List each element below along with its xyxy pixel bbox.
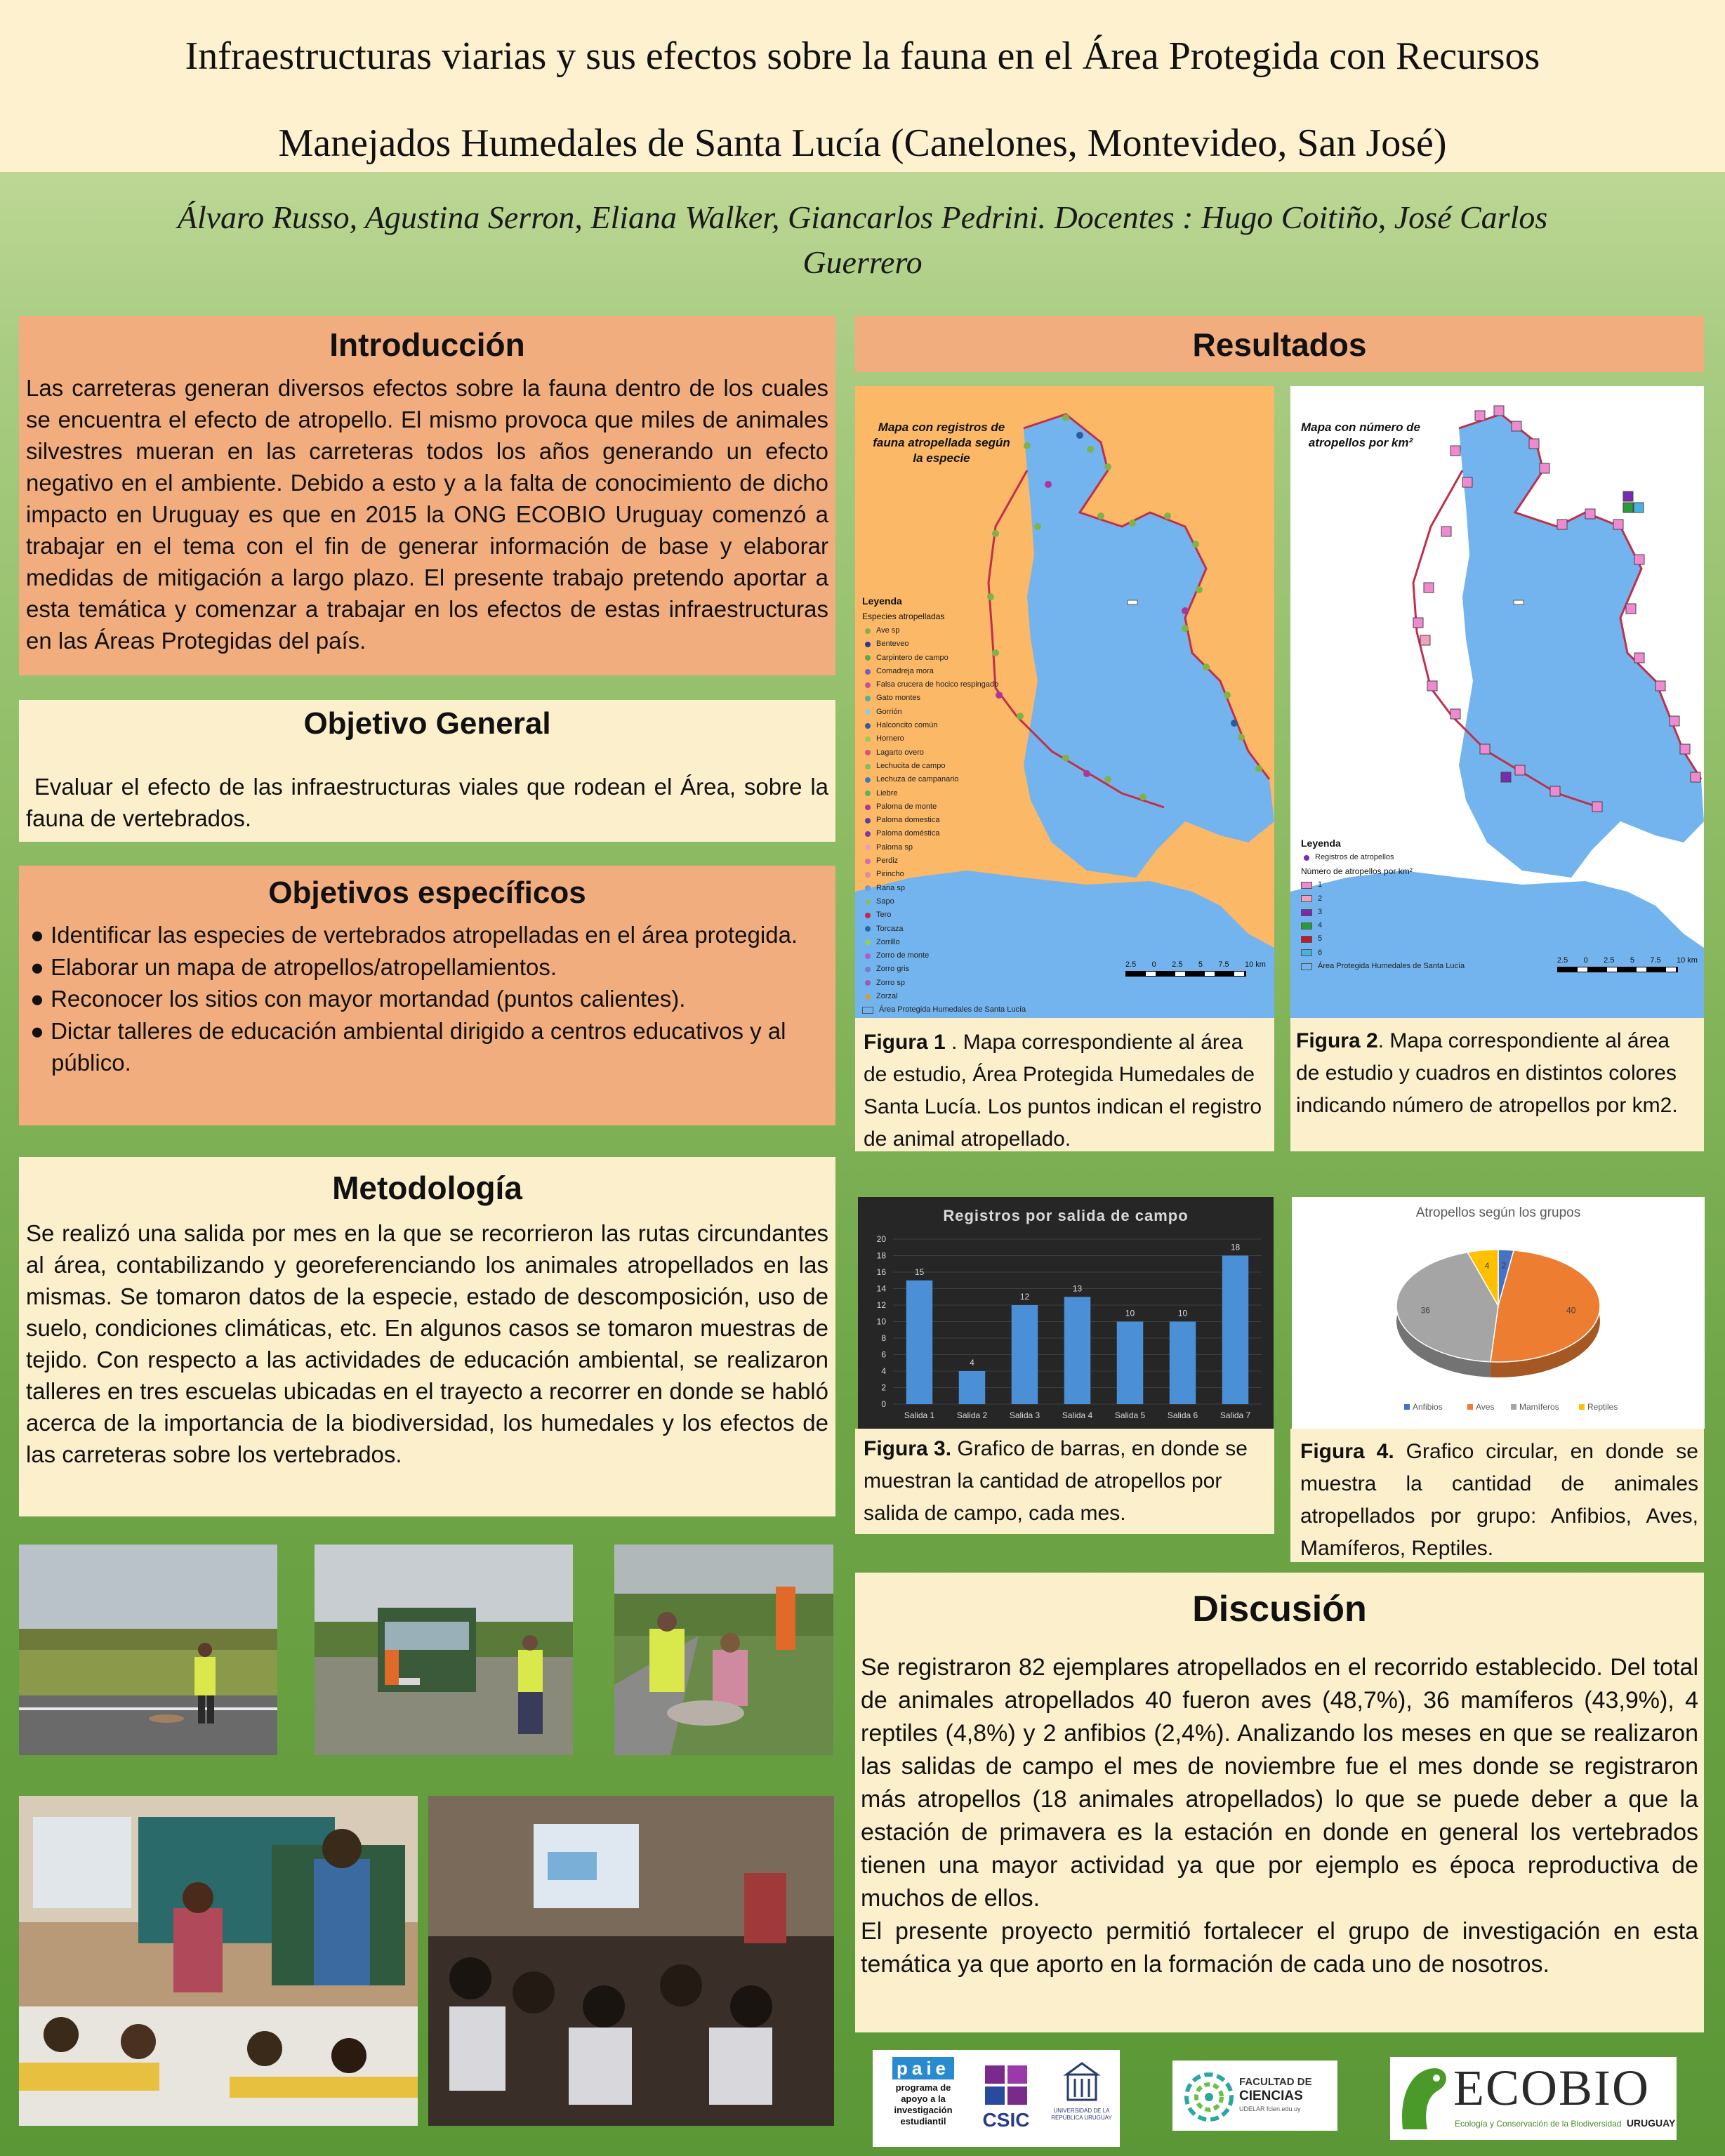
legend-swatch [865,831,871,837]
legend-label: Perdiz [876,857,899,866]
authors-line-1: Álvaro Russo, Agustina Serron, Eliana Walker, Giancarlos Pedrini. Docentes : Hugo Coitiño, José Carlos [177,199,1548,235]
ecobio-bird-icon [1396,2063,1452,2133]
legend-swatch [865,872,871,878]
scale-label: 5 [1198,960,1203,969]
roadside-survey-photo [19,1545,277,1755]
legend-item [1301,851,1512,864]
density-legend-list [1301,878,1512,960]
map2-area-label: Área Protegida Humedales de Santa Lucía [1318,962,1465,971]
legend-item [862,977,1031,990]
legend-item [862,936,1031,949]
scale-label: 7.5 [1218,960,1229,969]
legend-item [862,854,1031,868]
title-line-1: Infraestructuras viarias y sus efectos sobre la fauna en el Área Protegida con Recursos [185,34,1540,78]
species-legend-list [862,624,1031,1003]
legend-swatch [1301,922,1312,930]
map2-points-label: Registros de atropellos [1315,853,1394,861]
fig1-caption [855,1018,1274,1151]
legend-item [862,773,1031,786]
list-item: ● Dictar talleres de educación ambiental dirigido a centros educativos y al público. [30,1017,786,1076]
x-tick-label: Salida 6 [1167,1410,1198,1420]
fc-text [1239,2076,1334,2114]
legend-label: Halconcito común [876,721,938,730]
intro-section [19,316,835,675]
list-item: ● Identificar las especies de vertebrados atropelladas en el área protegida. [30,922,798,948]
methods-heading: Metodología [332,1170,522,1206]
map2-scalebar [1557,956,1698,972]
legend-swatch [865,967,871,972]
ecobio-sub-text: Ecología y Conservación de la Biodiversidad [1455,2119,1622,2129]
data-label: 18 [1230,1242,1241,1252]
authors [28,195,1697,285]
legend-swatch [865,994,871,1000]
legend-label: Sapo [876,897,894,906]
pie-legend-label: Aves [1476,1402,1495,1412]
title-line-2: Manejados Humedales de Santa Lucía (Canelones, Montevideo, San José) [278,121,1447,165]
legend-item [862,895,1031,908]
bar-chart [858,1197,1274,1429]
legend-label: Pirincho [876,870,904,879]
list-item: ● Reconocer los sitios con mayor mortandad (puntos calientes). [30,986,686,1012]
photo-classroom-talk [19,1796,418,2126]
y-tick-label: 6 [881,1349,886,1360]
legend-swatch [865,899,871,905]
legend-item [862,787,1031,800]
fig2-caption-label: Figura 2 [1296,1029,1378,1052]
pie-chart-svg [1292,1197,1705,1429]
bar [1117,1322,1144,1405]
objective-text-content: Evaluar el efecto de las infraestructuras viales que rodean el Área, sobre la fauna de vertebrados. [26,774,829,831]
pie-chart [1292,1197,1705,1429]
y-tick-label: 0 [881,1399,886,1409]
legend-swatch [1301,949,1312,956]
legend-swatch [865,805,871,810]
legend-swatch [865,723,871,729]
legend-label: Lechucita de campo [876,761,946,770]
legend-item [862,706,1031,719]
y-tick-label: 16 [876,1267,886,1277]
paie-letters: paie [892,2057,954,2079]
map1-legend-subtitle: Especies atropelladas [862,611,945,621]
objective-heading: Objetivo General [303,706,551,741]
bar [1170,1322,1196,1405]
photo-classroom-projection [428,1796,834,2126]
intro-heading: Introducción [329,326,525,363]
pie-legend-swatch [1579,1404,1585,1410]
authors-line-2: Guerrero [802,244,923,280]
bar-chart-svg [858,1197,1274,1429]
pie-data-label: 40 [1566,1305,1576,1316]
legend-swatch [865,642,871,647]
legend-swatch [865,913,871,918]
legend-item [862,827,1031,840]
legend-item [862,624,1031,637]
map1-legend [862,593,1031,1017]
legend-item [862,882,1031,895]
ecobio-wordmark: ECOBIO [1453,2060,1650,2116]
facultad-ciencias-logo [1172,2061,1337,2131]
fc-line-1: FACULTAD DE [1239,2076,1312,2088]
fc-line-3: UDELAR fcien.edu.uy [1239,2105,1301,2112]
scale-label: 5 [1630,956,1634,965]
legend-swatch [865,845,871,850]
methods-text: Se realizó una salida por mes en la que se recorrieron las rutas circundantes al área, contabilizando y georeferenciando los animales atropellados en las mismas. Se tomaron datos de la especie, estado de descomposición, uso de suelo, condiciones climáticas, etc. En algunos casos se tomaron muestras de tejido. Con respecto a las actividades de educación ambiental, se realizaron talleres en tres escuelas ubicadas en el trayecto a recorrer en donde se habló acerca de la importancia de la biodiversidad, los humedales y los efectos de las carreteras sobre los vertebrados. [26,1220,828,1467]
legend-label: Lagarto overo [876,748,924,757]
fig4-caption-label: Figura 4. [1300,1440,1394,1463]
legend-item [862,949,1031,963]
y-tick-label: 10 [876,1316,886,1327]
pie-legend-label: Mamíferos [1519,1402,1559,1412]
legend-item [1301,878,1512,892]
udelar-building-icon [1061,2061,1103,2104]
specific-list [19,919,835,1079]
discussion-text-1: Se registraron 82 ejemplares atropellados en el recorrido establecido. Del total de animales atropellados 40 fueron aves (48,7%), 36 mamíferos (43,9%), 4 reptiles (4,8%) y 2 anfibios (2,4%). Analizando los meses en que se realizaron las salidas de campo el mes de noviembre fue el mes donde se registraron más atropellos (18 animales atropellados) lo que se puede deber a que la estación de primavera es la estación en donde en general los vertebrados tienen una mayor actividad ya que por ejemplo es época reproductiva de muchos de ellos. [861,1654,1698,1912]
pie-data-label: 36 [1420,1305,1430,1316]
legend-label: Tero [876,911,892,920]
csic-text: CSIC [982,2109,1030,2131]
paie-logo [881,2057,965,2141]
legend-label: Rana sp [876,883,905,892]
legend-item [1301,932,1512,946]
legend-swatch [865,655,871,661]
legend-swatch [865,750,871,755]
scale-label: 2.5 [1172,960,1183,969]
legend-label: Liebre [876,788,898,798]
map1-scale-bar [1125,971,1246,977]
pie-legend-label: Reptiles [1587,1402,1618,1412]
fig1-caption-text: . Mapa correspondiente al área de estudio, Área Protegida Humedales de Santa Lucía. Los puntos indican el registro de animal atropellado. [864,1031,1262,1151]
y-tick-label: 4 [881,1366,886,1376]
legend-label: 2 [1318,894,1323,903]
intro-text: Las carreteras generan diversos efectos sobre la fauna dentro de los cuales se encuentra el efecto de atropello. El mismo provoca que miles de animales silvestres mueran en las carreteras todos los años generando un efecto negativo en el ambiente. Debido a esto y a la falta de conocimiento de dicho impacto en Uruguay es que en 2015 la ONG ECOBIO Uruguay comenzó a trabajar en el tema con el fin de generar información de base y elaborar medidas de mitigación a largo plazo. El presente trabajo pretendo aportar a esta temática y comenzar a trabajar en los efectos de estas infraestructuras en las Áreas Protegidas del país. [26,375,828,654]
legend-item [1301,892,1512,906]
map-density [1290,386,1704,1018]
legend-item [862,963,1031,976]
legend-item [862,678,1031,692]
photo-vehicle [315,1545,573,1755]
pie-legend-label: Anfibios [1413,1402,1443,1412]
legend-item [862,1003,1031,1017]
legend-label: Zorro de monte [876,951,930,960]
legend-label: Zorrillo [876,937,900,946]
bar [1222,1256,1249,1405]
discussion-heading: Discusión [1192,1589,1367,1629]
legend-swatch [865,791,871,796]
x-tick-label: Salida 2 [956,1410,988,1420]
legend-label: Zorro sp [876,978,905,987]
legend-swatch [865,939,871,945]
fig4-caption [1290,1429,1704,1562]
legend-item [1301,946,1512,960]
legend-swatch [865,709,871,715]
legend-swatch [865,818,871,824]
legend-swatch [865,669,871,675]
legend-label: Zorzal [876,992,898,1001]
x-tick-label: Salida 3 [1009,1410,1040,1420]
legend-label: Paloma domestica [876,816,940,825]
y-tick-label: 20 [876,1234,886,1244]
legend-swatch [865,980,871,986]
pie-legend-swatch [1467,1404,1473,1410]
fig2-caption-text: . Mapa correspondiente al área de estudio y cuadros en distintos colores indicando número de atropellos por km2. [1296,1029,1678,1117]
map1-legend-title: Leyenda [862,595,902,607]
scale-label: 0 [1151,960,1156,969]
y-tick-label: 8 [881,1333,886,1343]
legend-swatch [865,628,871,634]
bar [959,1371,986,1404]
legend-label: 1 [1318,880,1323,889]
udelar-text: UNIVERSIDAD DE LA REPÚBLICA URUGUAY [1051,2108,1112,2121]
legend-swatch [1301,963,1312,970]
scale-label: 2.5 [1557,956,1568,965]
legend-label: Gorrión [876,707,902,716]
legend-label: Paloma doméstica [876,829,940,838]
legend-swatch [865,859,871,864]
legend-item [862,922,1031,936]
legend-label: 3 [1318,907,1323,916]
legend-item [862,652,1031,665]
map2-legend [1301,835,1512,973]
map1-area-label: Área Protegida Humedales de Santa Lucía [879,1005,1026,1014]
legend-swatch [865,777,871,783]
legend-label: Torcaza [876,924,904,933]
discussion-section [855,1573,1704,2032]
data-label: 15 [914,1267,925,1277]
legend-label: Paloma sp [876,842,913,852]
legend-item [862,814,1031,827]
scale-label: 0 [1583,956,1588,965]
udelar-logo [1048,2061,1115,2145]
data-label: 12 [1019,1292,1030,1302]
pie-data-label: 2 [1501,1260,1507,1271]
legend-item [862,665,1031,678]
fig2-caption [1290,1018,1704,1151]
x-tick-label: Salida 1 [904,1410,935,1420]
bar [906,1281,933,1404]
legend-label: 4 [1318,921,1323,930]
y-tick-label: 18 [876,1250,886,1261]
data-label: 4 [970,1358,974,1368]
y-tick-label: 2 [881,1382,886,1393]
legend-label: Comadreja mora [876,666,934,675]
legend-label: Lechuza de campanario [876,775,959,784]
legend-label: Carpintero de campo [876,653,949,662]
logos-paie-csic-udelar [873,2050,1120,2147]
legend-swatch [1301,909,1312,916]
legend-item [862,719,1031,732]
legend-label: Falsa crucera de hocico respingado [876,680,999,689]
specific-heading: Objetivos específicos [268,875,586,910]
photo-specimen [614,1545,833,1755]
pie-data-label: 4 [1484,1261,1490,1271]
photo-roadside-survey [19,1545,277,1755]
poster-title [28,13,1697,187]
scale-label: 10 km [1677,956,1698,965]
specimen-photo [614,1545,833,1755]
x-tick-label: Salida 4 [1062,1410,1093,1420]
legend-item [862,908,1031,922]
fc-line-2: CIENCIAS [1239,2089,1303,2103]
legend-label: Hornero [876,734,904,743]
legend-item [862,746,1031,760]
legend-label: Ave sp [876,626,900,635]
paie-text: programa de apoyo a la investigación estudiantil [894,2082,953,2127]
ecobio-country: URUGUAY [1626,2117,1676,2129]
legend-label: 6 [1318,948,1323,957]
map2-scale-bar [1557,967,1678,972]
legend-swatch [865,736,871,742]
legend-swatch [1301,895,1312,902]
legend-swatch [865,926,871,932]
list-item: ● Elaborar un mapa de atropellos/atropellamientos. [30,953,557,980]
map1-title: Mapa con registros de fauna atropellada según la especie [873,421,1010,465]
fig4-caption-text: Grafico circular, en donde se muestra la cantidad de animales atropellados por grupo: Anfibios, Aves, Mamíferos, Reptiles. [1300,1440,1698,1560]
legend-swatch [1301,936,1312,943]
legend-swatch [865,764,871,769]
csic-icon [982,2064,1031,2106]
pie-legend-swatch [1511,1404,1516,1410]
legend-swatch [862,1007,873,1014]
data-label: 10 [1177,1308,1188,1318]
csic-logo [974,2064,1038,2141]
x-tick-label: Salida 7 [1220,1410,1251,1420]
legend-label: Paloma de monte [876,802,937,811]
legend-swatch [865,885,871,891]
map2-grid-label: Número de atropellos por km² [1301,866,1413,877]
legend-item [862,990,1031,1003]
results-heading: Resultados [855,316,1704,372]
y-tick-label: 14 [876,1283,886,1294]
legend-item [862,760,1031,773]
scale-label: 2.5 [1604,956,1615,965]
legend-item [862,800,1031,814]
legend-item [1301,960,1512,973]
map2-scale-labels [1557,956,1698,965]
legend-label: Gato montes [876,694,920,703]
scale-label: 2.5 [1125,960,1137,969]
fig3-caption-text: Grafico de barras, en donde se muestran la cantidad de atropellos por salida de campo, cada mes. [864,1437,1248,1525]
legend-item [1301,906,1512,919]
map2-legend-title: Leyenda [1301,838,1341,849]
legend-item [862,841,1031,854]
specific-section [19,866,835,1125]
classroom-talk-photo [19,1796,418,2126]
legend-swatch [865,953,871,959]
ecobio-subtitle [1455,2117,1675,2129]
fig3-caption-label: Figura 3. [864,1437,952,1460]
legend-swatch [1301,882,1312,889]
classroom-projection-photo [428,1796,834,2126]
scale-label: 7.5 [1650,956,1661,965]
legend-item [862,637,1031,651]
objective-section [19,700,835,842]
legend-label: Benteveo [876,640,909,649]
ecobio-logo [1390,2057,1677,2140]
methods-section [19,1157,835,1516]
legend-swatch [865,696,871,701]
x-tick-label: Salida 5 [1114,1410,1146,1420]
pie-chart-title: Atropellos según los grupos [1415,1205,1581,1220]
legend-label: 5 [1318,934,1323,944]
bar [1064,1297,1091,1404]
legend-label: Zorro gris [876,965,910,974]
bar-chart-title: Registros por salida de campo [943,1207,1189,1224]
fc-spiral-icon [1181,2069,1237,2125]
vehicle-photo [315,1545,573,1755]
pie-legend-swatch [1404,1404,1410,1410]
map1-scalebar [1125,960,1266,977]
fig3-caption [855,1429,1274,1534]
legend-item [862,692,1031,705]
legend-item [862,868,1031,881]
map-species [855,386,1274,1018]
map1-scale-labels [1125,960,1266,969]
fig1-caption-label: Figura 1 [864,1031,946,1054]
legend-swatch [1304,855,1309,861]
objective-text [19,746,835,834]
legend-item [862,732,1031,746]
data-label: 13 [1072,1283,1083,1294]
scale-label: 10 km [1245,960,1266,969]
legend-swatch [865,682,871,688]
bar [1012,1305,1038,1404]
discussion-text-2: El presente proyecto permitió fortalecer el grupo de investigación en esta temática ya que aporto en la formación de cada uno de nosotros. [861,1918,1698,1978]
map2-title: Mapa con número de atropellos por km² [1300,421,1421,449]
legend-item [1301,919,1512,932]
data-label: 10 [1125,1308,1135,1318]
y-tick-label: 12 [876,1300,886,1310]
